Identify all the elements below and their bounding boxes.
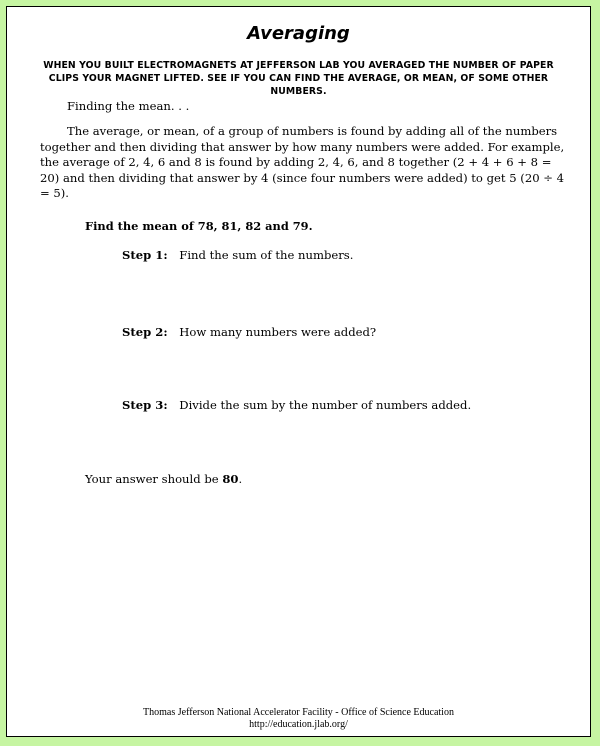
page-title: Averaging — [247, 23, 350, 44]
step-3-label: Step 3: — [122, 398, 168, 412]
step-3-text: Divide the sum by the number of numbers added. — [179, 398, 472, 412]
answer-line — [85, 472, 242, 488]
intro-text: WHEN YOU BUILT ELECTROMAGNETS AT JEFFERSON LAB YOU AVERAGED THE NUMBER OF PAPER CLIPS YOUR MAGNET LIFTED. SEE IF YOU CAN FIND THE AVERAGE, OR MEAN, OF SOME OTHER NUMBERS. — [43, 60, 554, 97]
step-3 — [122, 398, 471, 414]
worksheet-page — [6, 6, 591, 737]
step-2-text: How many numbers were added? — [179, 325, 377, 339]
step-2-label: Step 2: — [122, 325, 168, 339]
step-2 — [122, 325, 376, 341]
problem-statement: Find the mean of 78, 81, 82 and 79. — [85, 219, 313, 233]
footer-url: http://education.jlab.org/ — [249, 719, 348, 730]
footer-organization: Thomas Jefferson National Accelerator Facility - Office of Science Education — [143, 707, 454, 718]
step-1 — [122, 248, 353, 264]
explanation-paragraph: The average, or mean, of a group of numbers is found by adding all of the numbers together and then dividing that answer by how many numbers were added. For example, the average of 2, 4, 6 and 8 is found by adding 2, 4, 6, and 8 together (2 + 4 + 6 + 8 = 20) and then dividing that answer by 4 (since four numbers were added) to get 5 (20 ÷ 4 = 5). — [40, 124, 565, 200]
step-1-text: Find the sum of the numbers. — [179, 248, 354, 262]
step-1-label: Step 1: — [122, 248, 168, 262]
answer-prefix: Your answer should be — [85, 472, 219, 486]
answer-value: 80 — [222, 472, 239, 486]
answer-suffix: . — [238, 472, 243, 486]
footer — [7, 707, 590, 731]
finding-heading: Finding the mean. . . — [67, 99, 190, 113]
